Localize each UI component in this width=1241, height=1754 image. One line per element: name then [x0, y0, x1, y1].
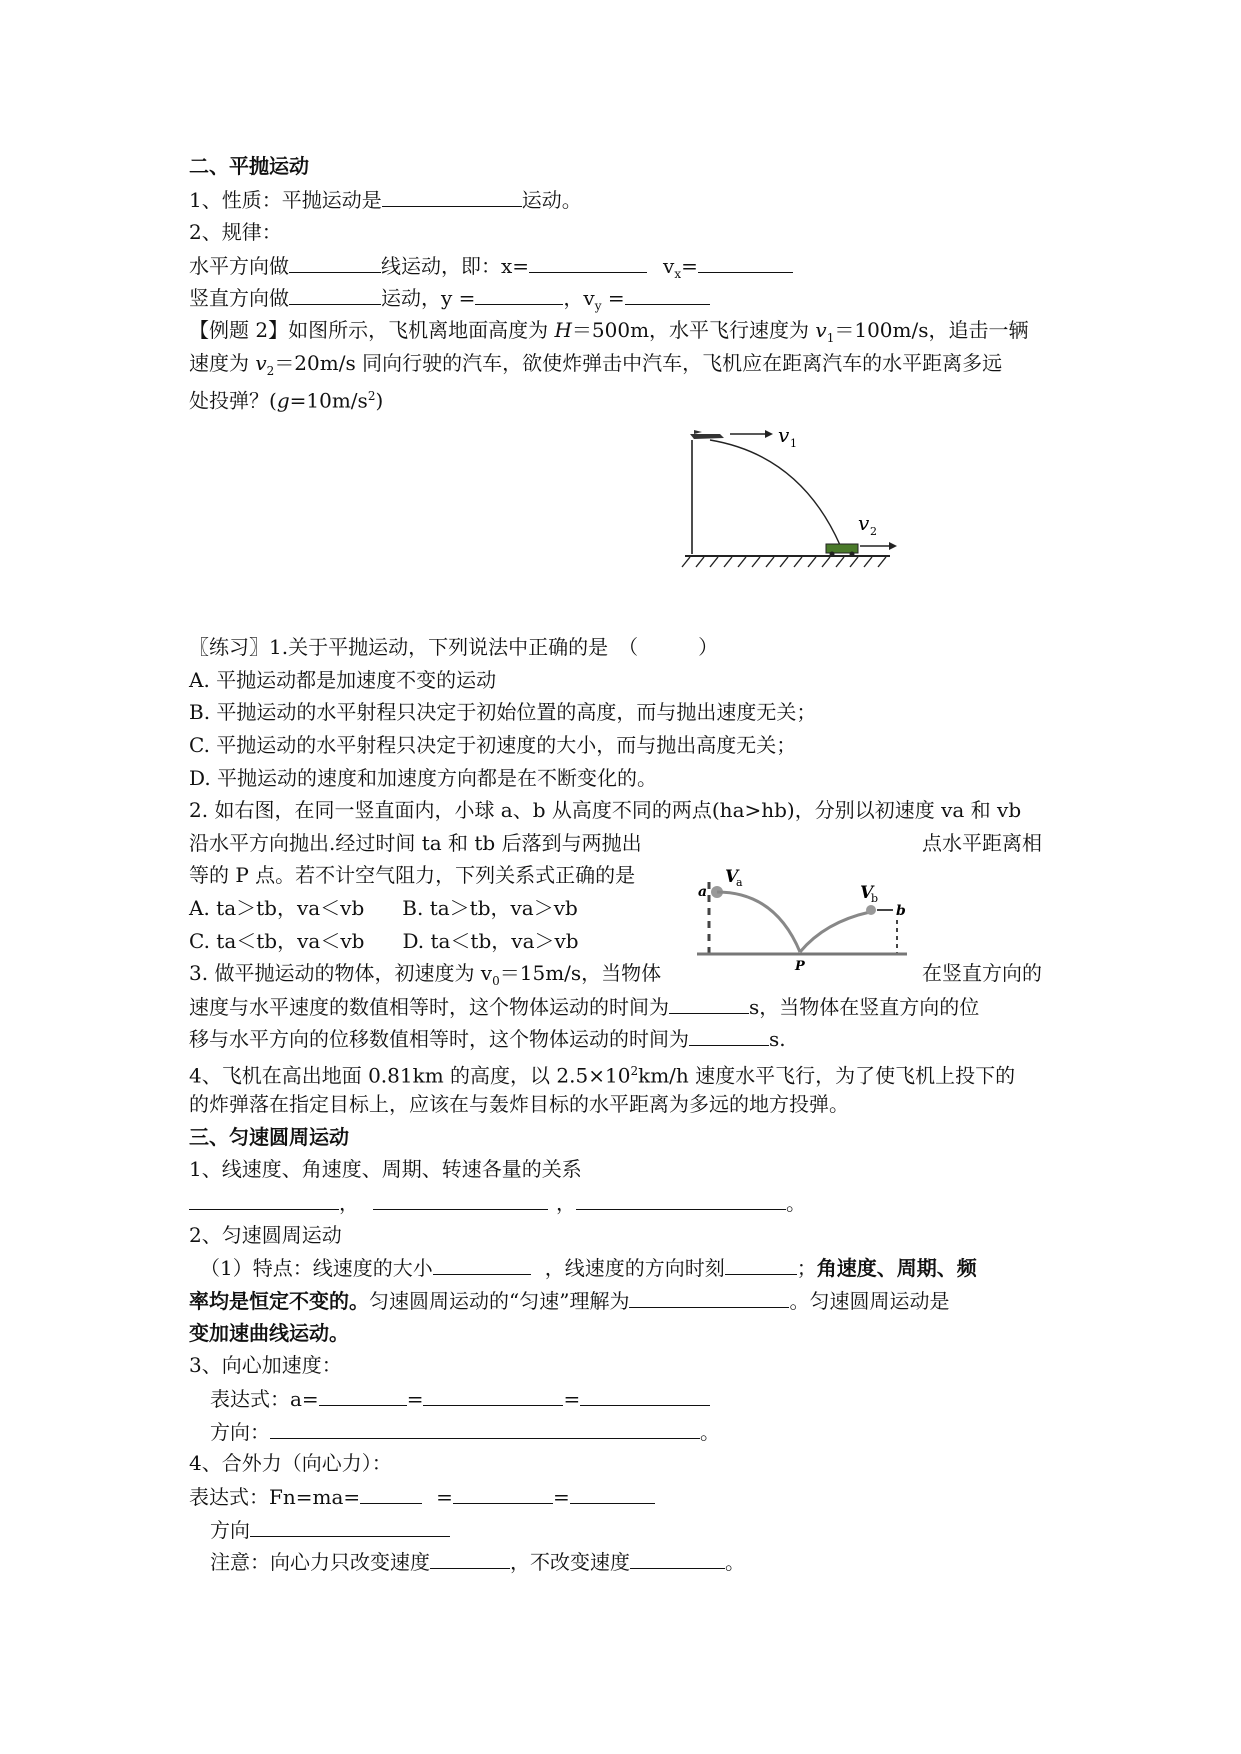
horizontal-line [189, 252, 793, 287]
p4-note-b: ，不改变速度 [510, 1550, 630, 1574]
q4-sup: 2 [630, 1064, 639, 1078]
example-l1b: ＝500m，水平飞行速度为 [571, 318, 816, 342]
q4-l1b: km/h 速度水平飞行，为了使飞机上投下的 [638, 1063, 1016, 1088]
v2-label: v [858, 511, 870, 535]
practice-q1-option-a: A. 平抛运动都是加速度不变的运动 [189, 668, 497, 692]
two-balls-figure [695, 862, 940, 974]
p1-end: 。 [786, 1191, 806, 1215]
p4-eq1: = [436, 1485, 453, 1509]
blank-a-3[interactable] [580, 1385, 710, 1406]
blank-uniform-meaning[interactable] [629, 1287, 789, 1308]
p3-expr-label: 表达式：a= [210, 1387, 319, 1411]
blank-note-2[interactable] [630, 1548, 725, 1569]
p2-l1c: ； [796, 1256, 817, 1280]
example-l3b: =10m/s [289, 388, 368, 413]
blank-fn-direction[interactable] [250, 1516, 450, 1537]
example-H: H [554, 318, 572, 342]
b-label: b [896, 903, 906, 919]
s3-p4-dir [210, 1516, 450, 1543]
blank-a-2[interactable] [423, 1385, 563, 1406]
vertical-vy-sub: y [594, 299, 602, 313]
practice-q2-line2a: 沿水平方向抛出.经过时间 ta 和 tb 后落到与两抛出 [189, 831, 642, 855]
example-l2a: 速度为 [189, 351, 256, 375]
p2-l1b: ，线速度的方向时刻 [544, 1256, 725, 1280]
q2-option-c: C. ta＜tb，va＜vb [189, 929, 365, 953]
p-label: P [795, 959, 805, 974]
practice-q4-line1 [189, 1058, 1015, 1089]
a-label: a [698, 884, 708, 900]
p2-l2a: 率均是恒定不变的。 [189, 1289, 369, 1313]
p4-note-c: 。 [725, 1550, 745, 1574]
q3-l1b: ＝15m/s，当物体 [499, 961, 662, 985]
vertical-vy: ，v [563, 286, 595, 310]
q2-option-d: D. ta＜tb，va＞vb [402, 929, 579, 953]
v1-label: v [778, 423, 790, 447]
blank-note-1[interactable] [430, 1548, 510, 1569]
p4-eq2: = [552, 1485, 570, 1509]
horizontal-eq: = [681, 254, 698, 278]
ground-hatching [682, 557, 886, 567]
practice-q3-line1c: 在竖直方向的 [922, 961, 1042, 985]
s3-p3: 3、向心加速度： [189, 1353, 342, 1377]
example-l1c: ＝100m/s，追击一辆 [834, 318, 1029, 342]
example-v1: v [815, 318, 827, 342]
p4-note-a: 注意：向心力只改变速度 [210, 1550, 430, 1574]
s3-p3-dir [210, 1418, 720, 1445]
p2-l2b: 匀速圆周运动的“匀速”理解为 [369, 1289, 630, 1313]
q3-l3a: 移与水平方向的位移数值相等时，这个物体运动的时间为 [189, 1027, 689, 1051]
q2-option-b: B. ta＞tb，va＞vb [402, 896, 578, 920]
s3-p4-note [210, 1548, 745, 1575]
p3-eq2: = [563, 1387, 581, 1411]
blank-fn-2[interactable] [453, 1483, 553, 1504]
blank-vy[interactable] [625, 284, 710, 305]
p2-l2c: 。匀速圆周运动是 [789, 1289, 950, 1313]
practice-q2-options-ab [189, 895, 578, 921]
vertical-b: 运动，y = [381, 286, 476, 310]
s3-p1-blanks [189, 1189, 806, 1216]
blank-vx[interactable] [698, 252, 793, 273]
p2-l1a: （1）特点：线速度的大小 [200, 1256, 433, 1280]
blank-relation-1[interactable] [189, 1189, 339, 1210]
vertical-eq: = [601, 286, 625, 310]
nature-line [189, 186, 582, 213]
q2-option-a: A. ta＞tb，va＜vb [189, 896, 365, 920]
practice-q3-line2 [189, 993, 979, 1020]
practice-q2-line2b: 点水平距离相 [922, 831, 1042, 855]
blank-x[interactable] [529, 252, 647, 273]
p3-dir-label: 方向： [210, 1420, 270, 1444]
practice-q2-options-cd [189, 928, 579, 954]
plane-car-figure [680, 420, 920, 580]
s3-p2: 2、匀速圆周运动 [189, 1223, 342, 1247]
trajectory-b [800, 912, 870, 952]
example-v1-sub: 1 [826, 331, 835, 345]
blank-relation-2[interactable] [373, 1189, 548, 1210]
nature-suffix: 运动。 [521, 188, 582, 212]
blank-q3-time1[interactable] [669, 993, 749, 1014]
example-line-3 [189, 383, 383, 414]
q3-l1a: 3. 做平抛运动的物体，初速度为 v [189, 961, 493, 985]
blank-horizontal-motion[interactable] [289, 252, 381, 273]
blank-relation-3[interactable] [576, 1189, 786, 1210]
example-l2b: ＝20m/s 同向行驶的汽车，欲使炸弹击中汽车，飞机应在距离汽车的水平距离多远 [274, 351, 1003, 375]
example-l3a: 处投弹？( [189, 388, 277, 413]
example-sup: 2 [367, 389, 376, 403]
p4-expr-label: 表达式：Fn=ma= [189, 1485, 361, 1509]
car-icon [826, 544, 858, 557]
section3-title: 三、匀速圆周运动 [189, 1125, 349, 1149]
blank-vertical-motion[interactable] [289, 284, 381, 305]
q3-l3b: s. [769, 1027, 786, 1051]
ball-b [866, 905, 876, 915]
horizontal-a: 水平方向做 [189, 254, 289, 278]
practice-q1-option-b: B. 平抛运动的水平射程只决定于初始位置的高度，而与抛出速度无关； [189, 700, 817, 724]
practice-q3-line3 [189, 1025, 786, 1052]
example-line-2 [189, 350, 1002, 384]
p4-dir-label: 方向 [210, 1518, 250, 1542]
example-v2-sub: 2 [266, 364, 275, 378]
example-l1a: 【例题 2】如图所示，飞机离地面高度为 [189, 318, 555, 342]
blank-q3-time2[interactable] [689, 1025, 769, 1046]
blank-nature[interactable] [382, 186, 522, 207]
v1-sub: 1 [790, 437, 797, 450]
p2-l1d: 角速度、周期、频 [816, 1256, 977, 1280]
trajectory-a [717, 892, 800, 952]
s3-p4-expr [189, 1483, 655, 1510]
va-sub: a [736, 876, 743, 889]
practice-q1-option-c: C. 平抛运动的水平射程只决定于初速度的大小，而与抛出高度无关； [189, 733, 797, 757]
s3-p2-line3: 变加速曲线运动。 [189, 1321, 349, 1345]
blank-fn-3[interactable] [570, 1483, 655, 1504]
q4-l1a: 4、飞机在高出地面 0.81km 的高度，以 2.5×10 [189, 1063, 631, 1088]
practice-q1: 〖练习〗1.关于平抛运动，下列说法中正确的是 （ ） [189, 635, 719, 659]
plane-icon [690, 430, 724, 439]
vertical-line [189, 284, 710, 319]
horizontal-vx-sub: x [674, 267, 682, 281]
practice-q2-line3: 等的 P 点。若不计空气阻力，下列关系式正确的是 [189, 863, 636, 887]
va-label: V [725, 867, 739, 887]
example-v2: v [255, 351, 267, 375]
practice-q4-line2: 的炸弹落在指定目标上，应该在与轰炸目标的水平距离为多远的地方投弹。 [189, 1092, 849, 1116]
example-g: g [276, 388, 290, 413]
blank-y[interactable] [475, 284, 563, 305]
blank-a-direction[interactable] [270, 1418, 700, 1439]
blank-a-1[interactable] [319, 1385, 407, 1406]
s3-p4: 4、合外力（向心力）： [189, 1451, 392, 1475]
section2-title: 二、平抛运动 [189, 154, 309, 178]
p1-sep2: ， [556, 1191, 576, 1215]
blank-direction[interactable] [725, 1254, 797, 1275]
s3-p2-line1 [200, 1254, 977, 1281]
p3-end: 。 [700, 1420, 720, 1444]
s3-p2-line2 [189, 1287, 949, 1314]
p3-eq1: = [406, 1387, 424, 1411]
practice-q3-line1 [189, 960, 661, 994]
practice-q1-option-d: D. 平抛运动的速度和加速度方向都是在不断变化的。 [189, 766, 658, 790]
nature-prefix: 1、性质：平抛运动是 [189, 188, 382, 212]
example-line-1 [189, 317, 1029, 351]
blank-fn-1[interactable] [360, 1483, 422, 1504]
s3-p1: 1、线速度、角速度、周期、转速各量的关系 [189, 1157, 582, 1181]
vb-label: V [860, 883, 874, 903]
s3-p3-expr [210, 1385, 710, 1412]
practice-q2-line1: 2. 如右图，在同一竖直面内，小球 a、b 从高度不同的两点(ha>hb)，分别以初速度 va 和 vb [189, 798, 1022, 822]
horizontal-b: 线运动，即：x= [381, 254, 530, 278]
q3-l2b: s，当物体在竖直方向的位 [749, 995, 980, 1019]
example-l3c: ) [375, 388, 384, 413]
law-title: 2、规律： [189, 220, 282, 244]
trajectory-curve [710, 440, 840, 545]
vb-sub: b [871, 892, 879, 905]
v2-sub: 2 [870, 525, 877, 538]
horizontal-vx: v [663, 254, 675, 278]
p1-sep1: ， [339, 1191, 359, 1215]
vertical-a: 竖直方向做 [189, 286, 289, 310]
q3-v0-sub: 0 [492, 974, 500, 988]
q3-l2a: 速度与水平速度的数值相等时，这个物体运动的时间为 [189, 995, 669, 1019]
blank-speed-magnitude[interactable] [433, 1254, 531, 1275]
